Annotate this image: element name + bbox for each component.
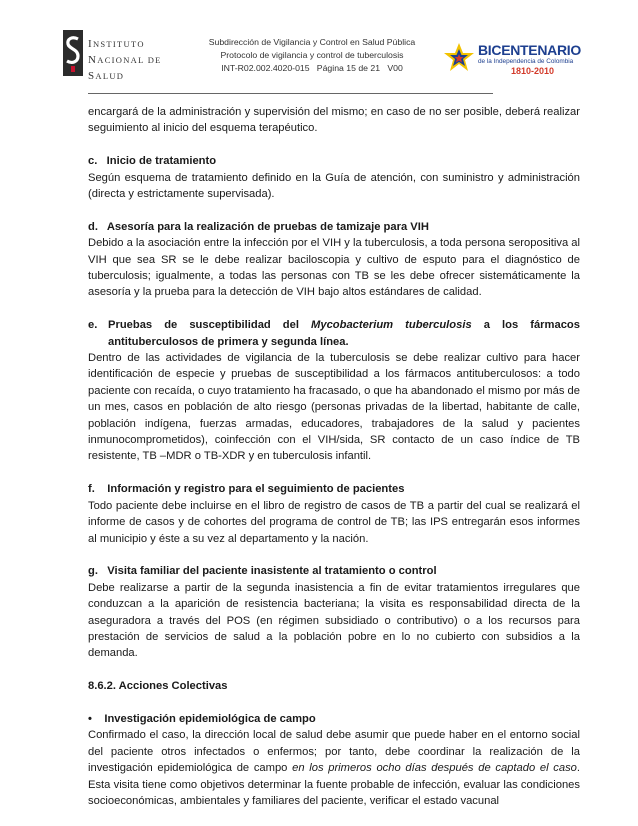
page-header	[0, 0, 638, 95]
section-e-label: e.	[88, 319, 98, 332]
section-c-heading: c. Inicio de tratamiento	[88, 155, 217, 168]
bicentenario-star-icon	[443, 41, 475, 75]
header-divider	[88, 93, 493, 94]
header-title-line-3: INT-R02.002.4020-015 Página 15 de 21 V00	[221, 63, 403, 73]
bullet-text-italic: en los primeros ocho días después de captado el caso	[292, 762, 577, 775]
spacer	[88, 662, 580, 678]
logo-line-3-rest: ALUD	[95, 71, 125, 81]
logo-line-3: SALUD	[88, 70, 125, 82]
section-d-text: Debido a la asociación entre la infección por el VIH y la tuberculosis, a toda persona seropositiva al VIH que sea SR se le debe realizar baciloscopia y cultivo de esputo para el diagnóstico de tuberculosis; igualmente, a todas las personas con TB se les debe ofrecer sistemáticamente la asesoría y la prueba para la detección de VIH bajo altos estándares de calidad.	[88, 237, 580, 299]
section-g-heading: g. Visita familiar del paciente inasistente al tratamiento o control	[88, 565, 437, 578]
bicentenario-logo	[443, 40, 583, 82]
bicentenario-years: 1810-2010	[511, 66, 555, 76]
section-f-heading: f. Información y registro para el seguimiento de pacientes	[88, 483, 405, 496]
header-title-line-2: Protocolo de vigilancia y control de tuberculosis	[220, 50, 404, 60]
section-e-text: Dentro de las actividades de vigilancia de la tuberculosis se debe realizar cultivo para hacer identificación de especie y pruebas de susceptibilidad a los fármacos antituberculosos: a todo paciente con recaída, o cuyo tratamiento ha fracasado, o que ha abandonado el mismo por más de un mes, casos en población de alto riesgo (personas privadas de la libertad, habitante de calle, población indígena, fuerzas armadas, educadores, trabajadores de la salud y pacientes inmunocomprometidos), coinfección con el VIH/sida, SR contacto de un caso índice de TB resistente, TB –MDR o TB-XDR y en tuberculosis infantil.	[88, 352, 580, 463]
logo-line-2: NACIONAL DE	[88, 54, 162, 66]
spacer	[88, 202, 580, 218]
spacer	[88, 301, 580, 317]
spacer	[88, 465, 580, 481]
ins-logo-text	[88, 36, 162, 84]
section-c-text: Según esquema de tratamiento definido en la Guía de atención, con suministro y administración (directa y estrictamente supervisada).	[88, 171, 580, 201]
header-title-block	[190, 36, 434, 75]
section-d-heading: d. Asesoría para la realización de pruebas de tamizaje para VIH	[88, 220, 429, 233]
section-e-heading-part2: a los fármacos antituberculosos de primera y segunda línea.	[108, 319, 580, 348]
document-body	[88, 104, 580, 809]
intro-paragraph: encargará de la administración y supervisión del mismo; en caso de no ser posible, deberá realizar seguimiento al inicio del esquema terapéutico.	[88, 106, 580, 135]
bullet-heading-investigacion: • Investigación epidemiológica de campo	[88, 712, 316, 725]
bicentenario-title: BICENTENARIO	[478, 42, 581, 58]
ins-logo-icon	[63, 30, 83, 76]
header-title-line-1: Subdirección de Vigilancia y Control en Salud Pública	[208, 37, 416, 47]
section-e-heading-text	[108, 317, 580, 350]
section-e-heading-part1: Pruebas de susceptibilidad del	[108, 319, 312, 332]
spacer	[88, 547, 580, 563]
bullet-text-part1: Confirmado el caso, la dirección local de salud debe asumir que puede haber en el entorno social del paciente otros infectados o enfermos; por tanto, debe coordinar la realización de la investigación epidemiológica de campo	[88, 729, 580, 775]
bullet-text-part2: . Esta visita tiene como objetivos determinar la fuente probable de infección, evaluar las condiciones socioeconómicas, ambientales y familiares del paciente, verificar el estado vacunal	[88, 762, 580, 807]
section-f-text: Todo paciente debe incluirse en el libro de registro de casos de TB a partir del cual se realizará el informe de casos y de cohortes del programa de control de TB; las IPS entregarán esos informes al municipio y éste a su vez al departamento y la nación.	[88, 499, 580, 545]
section-e-heading-italic: Mycobacterium tuberculosis	[311, 319, 472, 332]
bicentenario-subtitle: de la Independencia de Colombia	[478, 58, 574, 65]
section-heading-acciones-colectivas: 8.6.2. Acciones Colectivas	[88, 680, 228, 693]
section-e-heading	[88, 317, 580, 350]
bullet-text-investigacion	[88, 727, 580, 809]
spacer	[88, 695, 580, 711]
spacer	[88, 137, 580, 153]
section-g-text: Debe realizarse a partir de la segunda inasistencia a fin de evitar tratamientos irregulares que conduzcan a la aparición de resistencia bacteriana; la visita es responsabilidad directa de la aseguradora a través del POS (en régimen subsidiado o contributivo) o a los recursos para prestación de servicios de salud a la población pobre en lo no cubierto con subsidios a la demanda.	[88, 581, 580, 660]
logo-line-1: INSTITUTO	[88, 38, 145, 50]
logo-line-1-rest: NSTITUTO	[92, 39, 145, 49]
logo-line-2-rest: ACIONAL DE	[97, 55, 162, 65]
